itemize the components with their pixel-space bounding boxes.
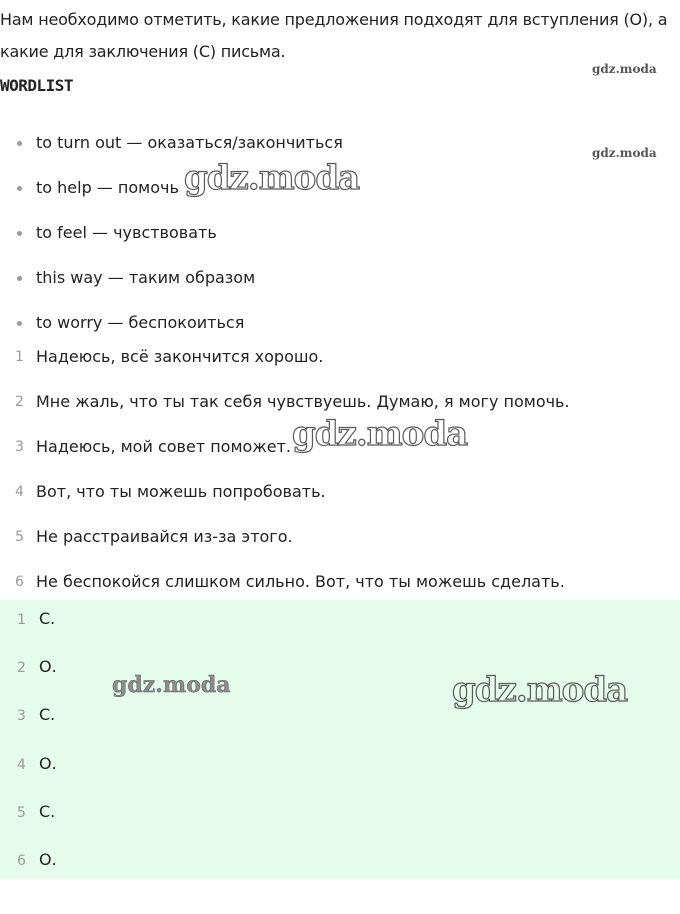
- watermark: gdz.moda: [592, 62, 657, 76]
- sentence-text: Не беспокойся слишком сильно. Вот, что ты можешь сделать.: [36, 572, 565, 591]
- answer-text: О.: [39, 657, 57, 676]
- bullet-icon: [17, 231, 22, 236]
- item-number: 2: [15, 394, 24, 410]
- bullet-icon: [17, 141, 22, 146]
- list-item: to turn out — оказаться/закончиться: [0, 127, 680, 172]
- item-number: 6: [17, 853, 26, 869]
- list-item: to feel — чувствовать: [0, 217, 680, 262]
- item-number: 3: [17, 708, 26, 724]
- sentence-text: Вот, что ты можешь попробовать.: [36, 482, 326, 501]
- answer-text: С.: [39, 802, 56, 821]
- answer-item: [0, 749, 680, 779]
- sentence-text: Не расстраивайся из-за этого.: [36, 527, 293, 546]
- item-number: 2: [17, 660, 26, 676]
- bullet-icon: [17, 276, 22, 281]
- sentence-list: [0, 341, 680, 611]
- watermark: gdz.moda: [184, 158, 360, 198]
- watermark: gdz.moda: [592, 146, 657, 160]
- bullet-icon: [17, 321, 22, 326]
- answer-item: [0, 604, 680, 634]
- list-item: this way — таким образом: [0, 262, 680, 307]
- sentence-item: [0, 476, 680, 521]
- list-item: to worry — беспокоиться: [0, 307, 680, 352]
- answer-text: С.: [39, 705, 56, 724]
- answer-item: [0, 797, 680, 827]
- wordlist-heading: WORDLIST: [0, 76, 74, 95]
- answer-text: О.: [39, 754, 57, 773]
- watermark: gdz.moda: [112, 672, 231, 698]
- item-number: 1: [15, 349, 24, 365]
- item-number: 3: [15, 439, 24, 455]
- answer-text: С.: [39, 609, 56, 628]
- item-number: 4: [17, 757, 26, 773]
- answer-text: О.: [39, 850, 57, 869]
- item-number: 4: [15, 484, 24, 500]
- sentence-text: Надеюсь, мой совет поможет.: [36, 437, 291, 456]
- sentence-item: [0, 521, 680, 566]
- item-number: 6: [15, 574, 24, 590]
- answer-block: [0, 600, 680, 879]
- item-number: 1: [17, 612, 26, 628]
- item-number: 5: [15, 529, 24, 545]
- watermark: gdz.moda: [292, 414, 468, 454]
- item-number: 5: [17, 805, 26, 821]
- sentence-item: [0, 341, 680, 386]
- answer-item: [0, 845, 680, 875]
- list-item: to help — помочь: [0, 172, 680, 217]
- intro-paragraph: Нам необходимо отметить, какие предложения подходят для вступления (О), а какие для заключения (С) письма.: [0, 10, 668, 61]
- sentence-text: Надеюсь, всё закончится хорошо.: [36, 347, 324, 366]
- watermark: gdz.moda: [452, 670, 628, 710]
- bullet-icon: [17, 186, 22, 191]
- sentence-text: Мне жаль, что ты так себя чувствуешь. Думаю, я могу помочь.: [36, 392, 570, 411]
